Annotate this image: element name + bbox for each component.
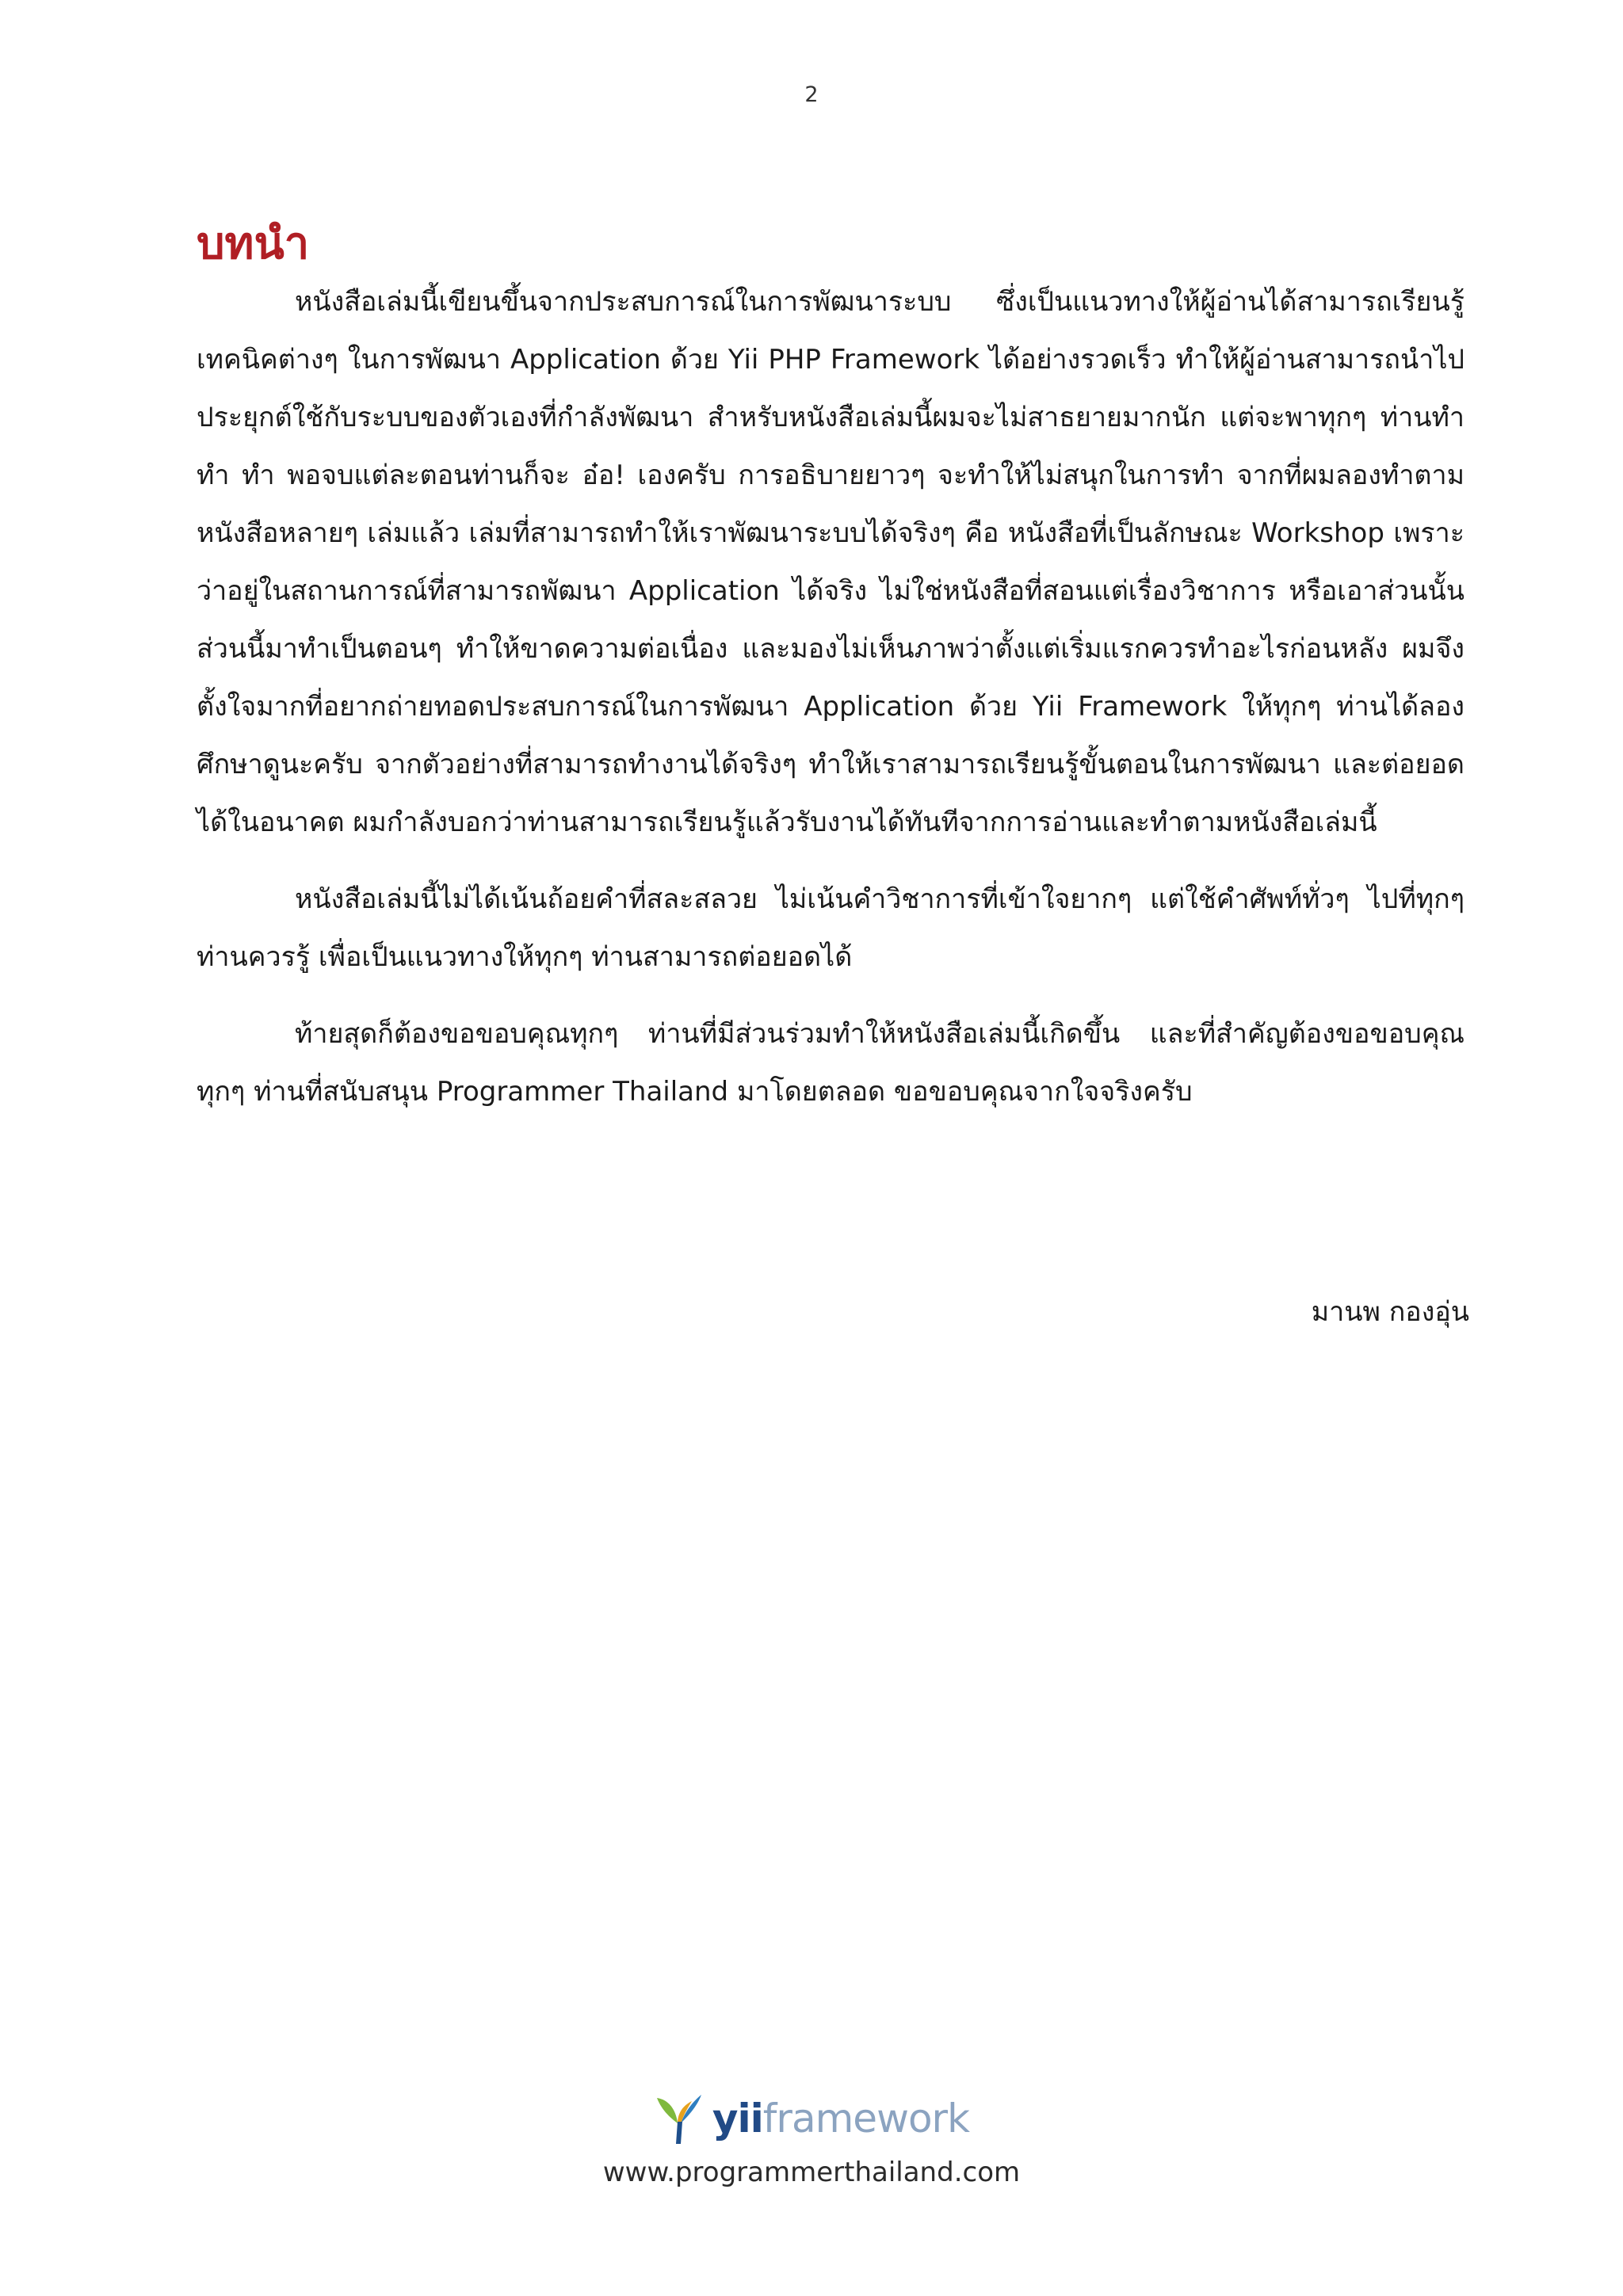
logo-text-yii: yii bbox=[712, 2096, 763, 2142]
author-signature: มานพ กองอุ่น bbox=[1311, 1296, 1469, 1328]
preface-paragraph-2: หนังสือเล่มนี้ไม่ได้เน้นถ้อยคำที่สละสลวย ไม่เน้นคำวิชาการที่เข้าใจยากๆ แต่ใช้คำศัพท์ทั่วๆ ไปที่ทุกๆ ท่านควรรู้ เพื่อเป็นแนวทางให้ทุกๆ ท่านสามารถต่อยอดได้ bbox=[197, 883, 1465, 973]
website-url: www.programmerthailand.com bbox=[602, 2157, 1021, 2188]
preface-body bbox=[197, 273, 1465, 1140]
page-title: บทนำ bbox=[197, 218, 310, 269]
yii-framework-logo bbox=[654, 2092, 969, 2145]
preface-paragraph-3: ท้ายสุดก็ต้องขอขอบคุณทุกๆ ท่านที่มีส่วนร่วมทำให้หนังสือเล่มนี้เกิดขึ้น และที่สำคัญต้องขอขอบคุณทุกๆ ท่านที่สนับสนุน Programmer Thailand มาโดยตลอด ขอขอบคุณจากใจจริงครับ bbox=[197, 1018, 1465, 1108]
preface-paragraph-1: หนังสือเล่มนี้เขียนขึ้นจากประสบการณ์ในการพัฒนาระบบ ซึ่งเป็นแนวทางให้ผู้อ่านได้สามารถเรียนรู้เทคนิคต่างๆ ในการพัฒนา Application ด้วย Yii PHP Framework ได้อย่างรวดเร็ว ทำให้ผู้อ่านสามารถนำไปประยุกต์ใช้กับระบบของตัวเองที่กำลังพัฒนา สำหรับหนังสือเล่มนี้ผมจะไม่สาธยายมากนัก แต่จะพาทุกๆ ท่านทำ ทำ ทำ พอจบแต่ละตอนท่านก็จะ อ๋อ! เองครับ การอธิบายยาวๆ จะทำให้ไม่สนุกในการทำ จากที่ผมลองทำตามหนังสือหลายๆ เล่มแล้ว เล่มที่สามารถทำให้เราพัฒนาระบบได้จริงๆ คือ หนังสือที่เป็นลักษณะ Workshop เพราะว่าอยู่ในสถานการณ์ที่สามารถพัฒนา Application ได้จริง ไม่ใช่หนังสือที่สอนแต่เรื่องวิชาการ หรือเอาส่วนนั้น ส่วนนี้มาทำเป็นตอนๆ ทำให้ขาดความต่อเนื่อง และมองไม่เห็นภาพว่าตั้งแต่เริ่มแรกควรทำอะไรก่อนหลัง ผมจึงตั้งใจมากที่อยากถ่ายทอดประสบการณ์ในการพัฒนา Application ด้วย Yii Framework ให้ทุกๆ ท่านได้ลองศึกษาดูนะครับ จากตัวอย่างที่สามารถทำงานได้จริงๆ ทำให้เราสามารถเรียนรู้ขั้นตอนในการพัฒนา และต่อยอดได้ในอนาคต ผมกำลังบอกว่าท่านสามารถเรียนรู้แล้วรับงานได้ทันทีจากการอ่านและทำตามหนังสือเล่มนี้ bbox=[197, 286, 1465, 838]
page-number: 2 bbox=[804, 82, 819, 107]
logo-text-framework: framework bbox=[762, 2096, 970, 2142]
page-footer bbox=[0, 2092, 1623, 2188]
yii-logo-icon bbox=[654, 2092, 705, 2145]
